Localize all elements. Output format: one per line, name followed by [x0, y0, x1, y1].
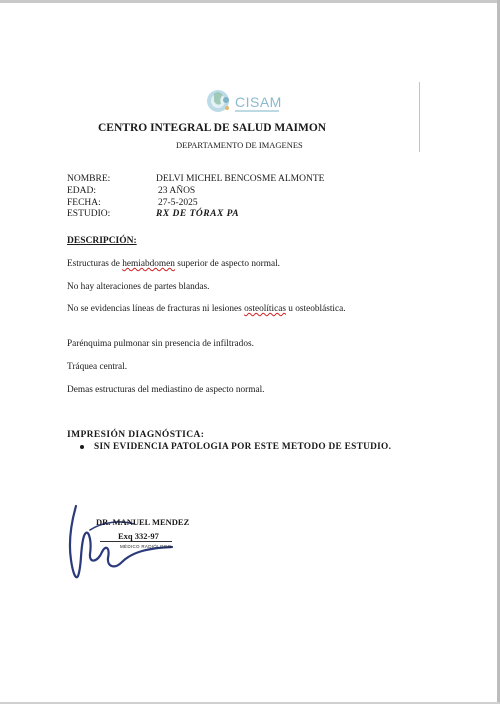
- description-paragraph-5: Tráquea central.: [67, 362, 128, 372]
- description-paragraph-4: Parénquima pulmonar sin presencia de infiltrados.: [67, 339, 254, 349]
- date-label: FECHA:: [67, 198, 101, 208]
- p1-spellcheck-word: hemiabdomen: [122, 259, 175, 269]
- study-value: RX DE TÓRAX PA: [156, 209, 240, 219]
- name-value: DELVI MICHEL BENCOSME ALMONTE: [156, 174, 325, 184]
- description-title: DESCRIPCIÓN:: [67, 236, 137, 246]
- p1-text-a: Estructuras de: [67, 259, 123, 269]
- doctor-exequatur: Exq 332-97: [118, 531, 159, 541]
- clinic-logo: [205, 86, 285, 116]
- age-label: EDAD:: [67, 186, 97, 196]
- margin-marker: [419, 82, 420, 152]
- logo-wordmark: CISAM: [235, 94, 282, 110]
- description-paragraph-2: No hay alteraciones de partes blandas.: [67, 282, 210, 292]
- p1-text-c: superior de aspecto normal.: [174, 259, 280, 269]
- bullet-icon: [80, 445, 84, 449]
- signature-scribble-icon: [62, 500, 192, 585]
- description-paragraph-6: Demas estructuras del mediastino de aspecto normal.: [67, 385, 265, 395]
- impression-title: IMPRESIÓN DIAGNÓSTICA:: [67, 430, 205, 440]
- p3-spellcheck-word: osteolíticas: [244, 304, 286, 314]
- description-paragraph-3: [67, 303, 367, 315]
- study-label: ESTUDIO:: [67, 209, 111, 219]
- center-name: CENTRO INTEGRAL DE SALUD MAIMON: [98, 122, 327, 134]
- name-label: NOMBRE:: [67, 174, 111, 184]
- impression-item: [80, 442, 391, 452]
- logo-tagline-bar: [235, 110, 279, 112]
- doctor-role: MÉDICO RADIÓLOGO: [120, 544, 172, 549]
- doctor-name: DR. MANUEL MENDEZ: [96, 517, 190, 527]
- page-edge-top: [0, 0, 500, 3]
- department-name: DEPARTAMENTO DE IMAGENES: [176, 140, 303, 150]
- description-paragraph-1: [67, 258, 367, 270]
- date-value: 27-5-2025: [158, 198, 198, 208]
- logo-mark-icon: [205, 86, 239, 116]
- signature-line: [100, 541, 172, 542]
- impression-text: SIN EVIDENCIA PATOLOGIA POR ESTE METODO DE ESTUDIO.: [94, 442, 392, 452]
- p3-text-c: u osteoblástica.: [285, 304, 346, 314]
- p3-text-a: No se evidencias líneas de fracturas ni lesiones: [67, 304, 245, 314]
- age-value: 23 AÑOS: [158, 186, 196, 196]
